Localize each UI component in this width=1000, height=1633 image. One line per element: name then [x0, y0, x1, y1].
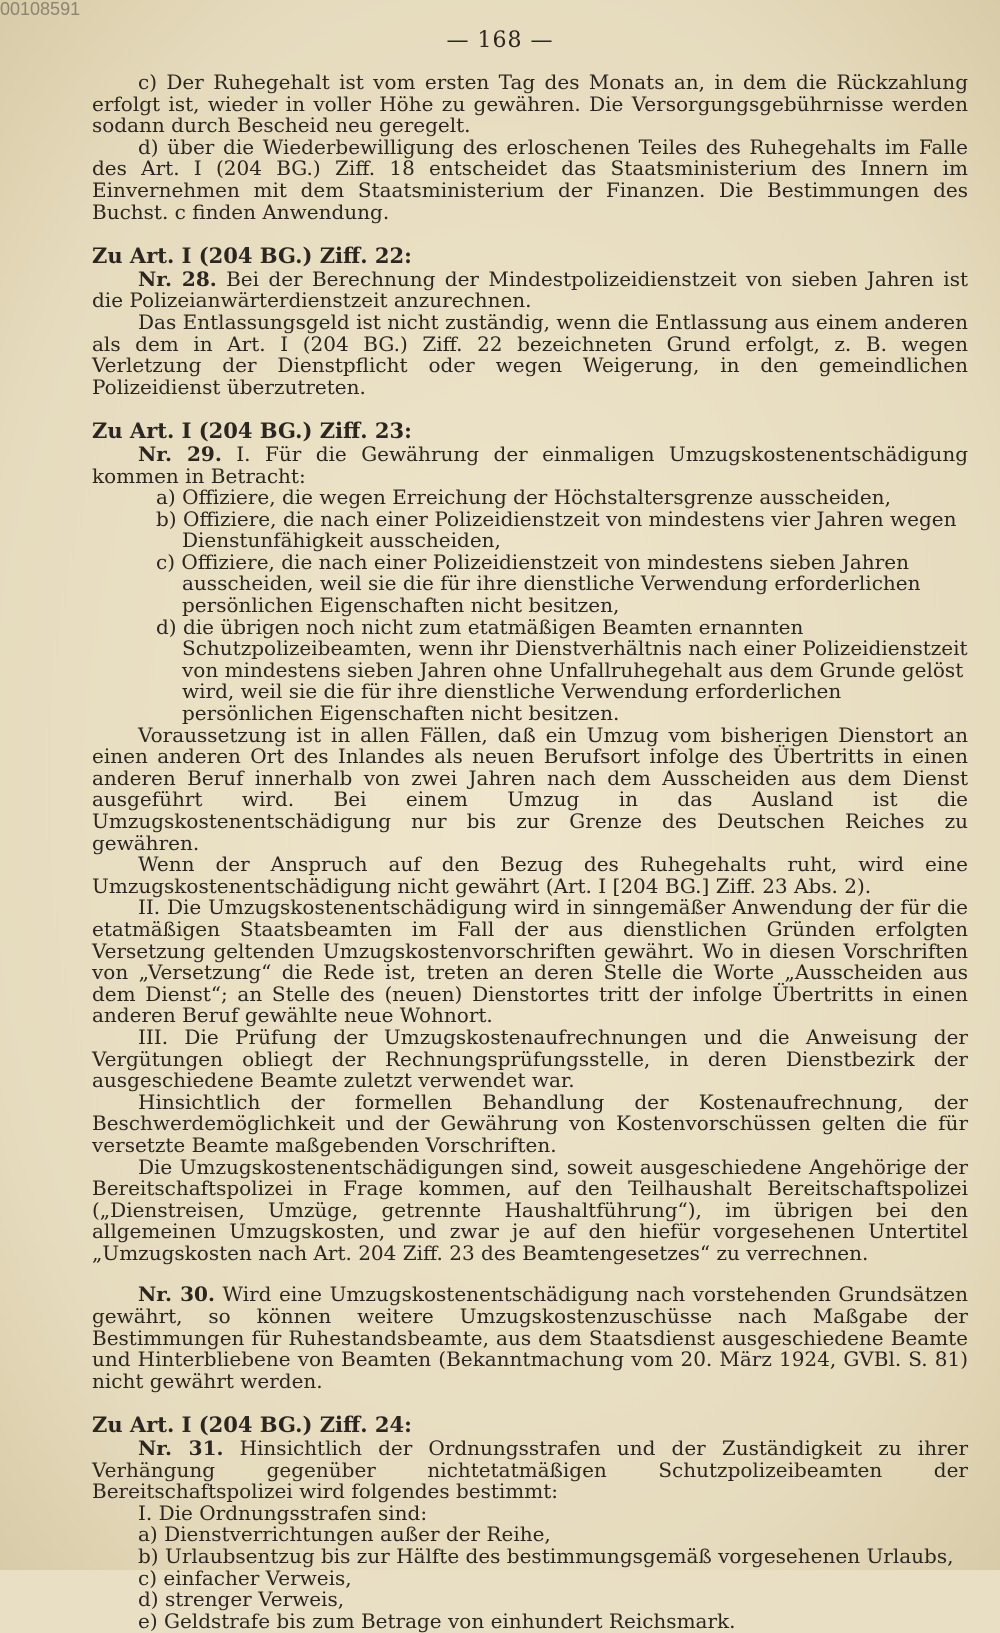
paragraph-entlassungsgeld: Das Entlassungsgeld ist nicht zuständig, wenn die Entlassung aus einem anderen als dem in Art. I (204 BG.) Ziff. 22 bezeichneten Grund erfolgt, z. B. wegen Verletzung der Dienstpflicht oder wegen Weigerung, in den gemeindlichen Polizeidienst überzutreten. [92, 309, 968, 399]
list-item: c) einfacher Verweis, [138, 1565, 352, 1590]
paragraph-text: I. Für die Gewährung der einmaligen Umzugskostenentschädigung kommen in Betracht: [92, 441, 968, 488]
paragraph-nr-29 [92, 441, 968, 488]
list-berechtigte [92, 487, 968, 725]
paragraph-text: Bei der Berechnung der Mindestpolizeidienstzeit von sieben Jahren ist die Polizeianwärterdienstzeit anzurechnen. [92, 266, 968, 313]
list-item: e) Geldstrafe bis zum Betrage von einhundert Reichsmark. [138, 1608, 736, 1633]
paragraph-d: d) über die Wiederbewilligung des erloschenen Teiles des Ruhegehalts im Falle des Art. I (204 BG.) Ziff. 18 entscheidet das Staatsministerium des Innern im Einvernehmen mit dem Staatsministerium der Finanzen. Die Bestimmungen des Buchst. c finden Anwendung. [92, 134, 968, 224]
paragraph-nr-30 [92, 1284, 968, 1392]
paragraph-section-ii: II. Die Umzugskostenentschädigung wird in sinngemäßer Anwendung der für die etatmäßigen Staatsbeamten im Fall der aus dienstlichen Gründen erfolgten Versetzung geltenden Umzugskostenvorschriften gewährt. Wo in diesen Vorschriften von „Versetzung“ die Rede ist, treten an deren Stelle die Worte „Ausscheiden aus dem Dienst“; an Stelle des (neuen) Dienstortes tritt der infolge Übertritts in einen anderen Beruf gewählte neue Wohnort. [92, 895, 968, 1028]
list-item: d) die übrigen noch nicht zum etatmäßigen Beamten ernannten Schutzpolizeibeamten, wenn ihr Dienstverhältnis nach einer Polizeidienstzeit von mindestens sieben Jahren ohne Unfallruhegehalt aus dem Grunde gelöst wird, weil sie die für ihre dienstliche Verwendung erforderlichen persönlichen Eigenschaften nicht besitzen. [156, 614, 968, 726]
item-number-28: Nr. 28. [138, 266, 217, 291]
list-item: d) strenger Verweis, [138, 1587, 345, 1612]
item-number-31: Nr. 31. [138, 1436, 224, 1461]
section-heading-ziff-22: Zu Art. I (204 BG.) Ziff. 22: [92, 243, 412, 269]
list-item: c) Offiziere, die nach einer Polizeidienstzeit von mindestens sieben Jahren ausscheiden, weil sie die für ihre dienstliche Verwendung erforderlichen persönlichen Eigenschaften nicht besitzen, [156, 549, 921, 618]
paragraph-text: Wird eine Umzugskostenentschädigung nach vorstehenden Grundsätzen gewährt, so können weitere Umzugskostenzuschüsse nach Maßgabe der Bestimmungen für Ruhestandsbeamte, aus dem Staatsdienst ausgeschiedene Beamte und Hinterbliebene von Beamten (Bekanntmachung vom 20. März 1924, GVBl. S. 81) nicht gewährt werden. [92, 1282, 968, 1393]
paragraph-nr-31 [92, 1438, 968, 1503]
paragraph-c: c) Der Ruhegehalt ist vom ersten Tag des Monats an, in dem die Rückzahlung erfolgt ist, wieder in voller Höhe zu gewähren. Die Versorgungsgebührnisse werden sodann durch Bescheid neu geregelt. [92, 70, 968, 138]
item-number-29: Nr. 29. [138, 441, 222, 466]
item-number-30: Nr. 30. [138, 1282, 215, 1307]
section-heading-ziff-23: Zu Art. I (204 BG.) Ziff. 23: [92, 418, 412, 444]
list-ordnungsstrafen [92, 1524, 968, 1632]
paragraph-text: Hinsichtlich der Ordnungsstrafen und der Zuständigkeit zu ihrer Verhängung gegenüber nichtetatmäßigen Schutzpolizeibeamten der Bereitschaftspolizei wird folgendes bestimmt: [92, 1436, 969, 1504]
archive-stamp: 00108591 [0, 0, 81, 19]
section-heading-ziff-24: Zu Art. I (204 BG.) Ziff. 24: [92, 1412, 412, 1438]
page-number: — 168 — [446, 28, 554, 53]
paragraph-hinsichtlich: Hinsichtlich der formellen Behandlung der Kostenaufrechnung, der Beschwerdemöglichkeit und der Gewährung von Kostenvorschüssen gelten die für versetzte Beamte maßgebenden Vorschriften. [92, 1089, 968, 1157]
page-body [92, 72, 968, 1632]
paragraph-nr-28 [92, 266, 968, 313]
paragraph-voraussetzung: Voraussetzung ist in allen Fällen, daß ein Umzug vom bisherigen Dienstort an einen anderen Ort des Inlandes als neuen Berufsort infolge des Übertritts in einen anderen Beruf innerhalb von zwei Jahren nach dem Ausscheiden aus dem Dienst ausgeführt wird. Bei einem Umzug in das Ausland ist die Umzugskostenentschädigung nur bis zur Grenze des Deutschen Reiches zu gewähren. [92, 722, 968, 855]
paragraph-anspruch: Wenn der Anspruch auf den Bezug des Ruhegehalts ruht, wird eine Umzugskostenentschädigung nicht gewährt (Art. I [204 BG.] Ziff. 23 Abs. 2). [92, 852, 968, 898]
paragraph-verrechnung: Die Umzugskostenentschädigungen sind, soweit ausgeschiedene Angehörige der Bereitschaftspolizei in Frage kommen, auf den Teilhaushalt Bereitschaftspolizei („Dienstreisen, Umzüge, getrennte Haushaltführung“), im übrigen bei den allgemeinen Umzugskosten, und zwar je auf den hiefür vorgesehenen Untertitel „Umzugskosten nach Art. 204 Ziff. 23 des Beamtengesetzes“ zu verrechnen. [92, 1154, 968, 1265]
list-item: b) Offiziere, die nach einer Polizeidienstzeit von mindestens vier Jahren wegen Dienstunfähigkeit ausscheiden, [156, 506, 957, 553]
list-item: b) Urlaubsentzug bis zur Hälfte des bestimmungsgemäß vorgesehenen Urlaubs, [138, 1544, 954, 1568]
list-item: a) Offiziere, die wegen Erreichung der Höchstaltersgrenze ausscheiden, [156, 485, 891, 510]
paragraph-ordnungsstrafen: I. Die Ordnungsstrafen sind: [138, 1500, 428, 1525]
paragraph-section-iii: III. Die Prüfung der Umzugskostenaufrechnungen und die Anweisung der Vergütungen obliegt der Rechnungsprüfungsstelle, in deren Dienstbezirk der ausgeschiedene Beamte zuletzt verwendet war. [92, 1024, 968, 1093]
list-item: a) Dienstverrichtungen außer der Reihe, [138, 1522, 551, 1547]
